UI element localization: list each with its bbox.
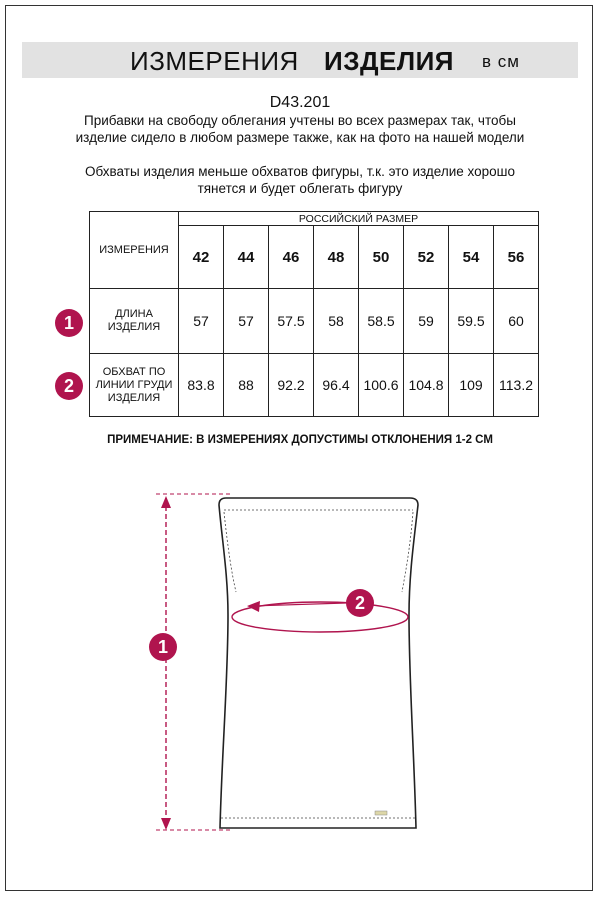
value-cell: 83.8 (179, 354, 224, 417)
stretch-note: Обхваты изделия меньше обхватов фигуры, т.к. это изделие хорошо тянется и будет облегать фигуру (85, 164, 515, 196)
size-cell: 56 (494, 226, 539, 289)
size-cell: 48 (314, 226, 359, 289)
value-cell: 57.5 (269, 289, 314, 354)
size-cell: 42 (179, 226, 224, 289)
brand-tag (375, 811, 387, 815)
title-measurements: ИЗМЕРЕНИЯ (130, 46, 299, 76)
chest-marker-badge: 2 (55, 372, 83, 400)
size-cell: 54 (449, 226, 494, 289)
title-unit: в см (482, 52, 520, 71)
article-number: D43.201 (269, 94, 331, 111)
chest-marker-label: 2 (354, 593, 366, 613)
value-cell: 96.4 (314, 354, 359, 417)
value-cell: 60 (494, 289, 539, 354)
value-cell: 109 (449, 354, 494, 417)
size-cell: 44 (224, 226, 269, 289)
length-arrow-down-icon (161, 818, 171, 830)
row-label-length: ДЛИНА ИЗДЕЛИЯ (90, 289, 179, 354)
value-cell: 104.8 (404, 354, 449, 417)
value-cell: 92.2 (269, 354, 314, 417)
value-cell: 58 (314, 289, 359, 354)
value-cell: 57 (179, 289, 224, 354)
length-arrow-up-icon (161, 496, 171, 508)
size-cell: 50 (359, 226, 404, 289)
fit-note: Прибавки на свободу облегания учтены во всех размерах так, чтобы изделие сидело в любом размере также, как на фото на нашей модели (75, 113, 525, 145)
value-cell: 57 (224, 289, 269, 354)
value-cell: 88 (224, 354, 269, 417)
value-cell: 58.5 (359, 289, 404, 354)
row-label-chest: ОБХВАТ ПО ЛИНИИ ГРУДИ ИЗДЕЛИЯ (90, 354, 179, 417)
title-product: ИЗДЕЛИЯ (324, 46, 454, 76)
tolerance-note: ПРИМЕЧАНИЕ: В ИЗМЕРЕНИЯХ ДОПУСТИМЫ ОТКЛОНЕНИЯ 1-2 СМ (107, 434, 493, 446)
measure-header: ИЗМЕРЕНИЯ (90, 212, 179, 289)
value-cell: 59 (404, 289, 449, 354)
value-cell: 100.6 (359, 354, 404, 417)
length-marker-label: 1 (157, 637, 169, 657)
value-cell: 59.5 (449, 289, 494, 354)
armhole-right-stitch (402, 512, 413, 592)
garment-outline (219, 498, 418, 828)
size-group-header: РОССИЙСКИЙ РАЗМЕР (179, 212, 539, 226)
size-cell: 46 (269, 226, 314, 289)
size-cell: 52 (404, 226, 449, 289)
length-marker-badge: 1 (55, 309, 83, 337)
value-cell: 113.2 (494, 354, 539, 417)
